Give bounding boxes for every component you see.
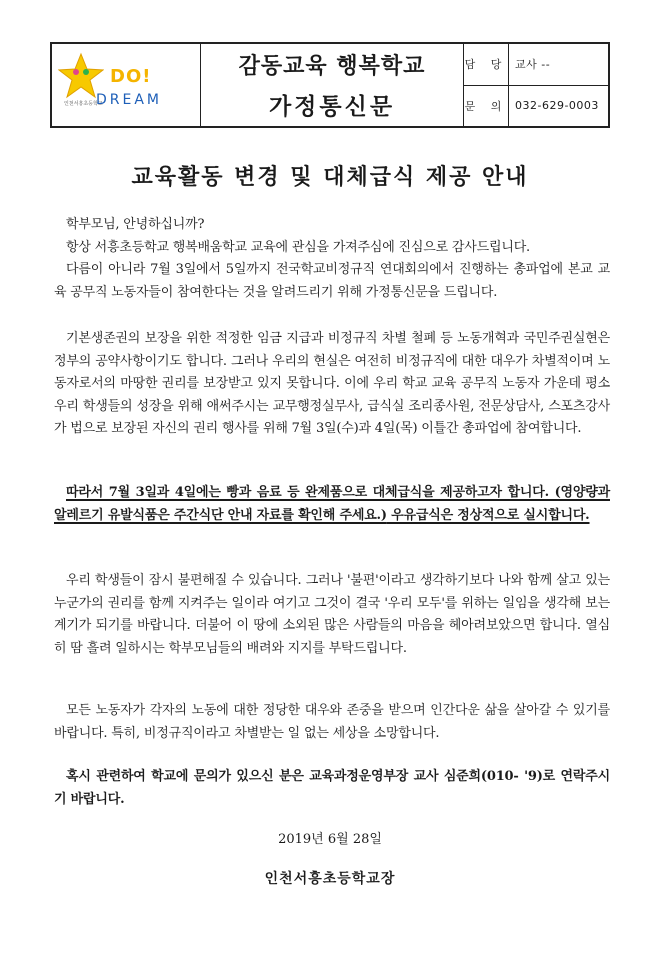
logo-doi-text: DO! — [110, 66, 152, 87]
greeting-block — [54, 214, 610, 304]
paragraph-request — [54, 570, 610, 660]
greeting-line: 다름이 아니라 7월 3일에서 5일까지 전국학교비정규직 연대회의에서 진행하는 총파업에 본교 교육 공무직 노동자들이 참여한다는 것을 알려드리기 위해 가정통신문을 드립니다. — [54, 262, 610, 300]
paragraph-hope — [54, 700, 610, 745]
header-title-line1: 감동교육 행복학교 — [238, 54, 426, 79]
principal-signature: 인천서흥초등학교장 — [264, 871, 396, 887]
paragraph-text — [54, 482, 610, 527]
contact-row-manager — [464, 44, 608, 86]
header-title-line2: 가정통신문 — [268, 94, 396, 120]
logo-dream-text: DREAM — [96, 92, 163, 108]
paragraph-contact — [54, 766, 610, 811]
greeting-line: 항상 서흥초등학교 행복배움학교 교육에 관심을 가져주심에 진심으로 감사드립니다. — [66, 239, 530, 255]
paragraph-text: 우리 학생들이 잠시 불편해질 수 있습니다. 그러나 '불편'이라고 생각하기보다 나와 함께 살고 있는 누군가의 권리를 함께 지켜주는 일이라 여기고 그것이 결국 '우리 모두'를 위하는 일임을 생각해 보는 계기가 되기를 바랍니다. 더불어 이 땅에 소외된 많은 사람들의 마음을 헤아려보았으면 합니다. 열심히 땀 흘려 일하시는 학부모님들의 배려와 지지를 부탁드립니다. — [54, 573, 610, 656]
meal-notice-underlined: 따라서 7월 3일과 4일에는 빵과 음료 등 완제품으로 대체급식을 제공하고자 합니다. (영양량과 알레르기 유발식품은 주간식단 안내 자료를 확인해 주세요.) — [54, 485, 610, 523]
greeting-line: 학부모님, 안녕하십니까? — [66, 217, 205, 232]
school-logo — [52, 44, 201, 126]
contact-key: 담 당 — [464, 44, 509, 85]
paragraph-text: 혹시 관련하여 학교에 문의가 있으신 분은 교육과정운영부장 교사 심준희(010- '9)로 연락주시기 바랍니다. — [54, 769, 610, 807]
paragraph-background — [54, 328, 610, 441]
letter-date: 2019년 6월 28일 — [278, 832, 382, 847]
contact-value: 교사 -- — [515, 58, 551, 72]
letter-header — [50, 42, 610, 128]
header-title — [201, 44, 464, 126]
paragraph-text: 모든 노동자가 각자의 노동에 대한 정당한 대우와 존중을 받으며 인간다운 삶을 살아갈 수 있기를 바랍니다. 특히, 비정규직이라고 차별받는 일 없는 세상을 소망합니다. — [54, 703, 610, 741]
paragraph-text: 기본생존권의 보장을 위한 적정한 임금 지급과 비정규직 차별 철폐 등 노동개혁과 국민주권실현은 정부의 공약사항이기도 합니다. 그러나 우리의 현실은 여전히 비정규직에 대한 대우가 차별적이며 노동자로서의 마땅한 권리를 보장받고 있지 못합니다. 이에 우리 학교 교육 공무직 노동자 가운데 평소 우리 학생들의 성장을 위해 애써주시는 교무행정실무사, 급식실 조리종사원, 전문상담사, 스포츠강사가 법으로 보장된 자신의 권리 행사를 위해 7월 3일(수)과 4일(목) 이틀간 총파업에 참여합니다. — [54, 331, 610, 436]
contact-row-inquiry — [464, 86, 608, 127]
logo-school-text: 인천서흥초등학교 — [64, 101, 103, 107]
contact-value: 032-629-0003 — [515, 99, 599, 113]
paragraph-meal-notice — [54, 482, 610, 527]
milk-notice-underlined: 우유급식은 정상적으로 실시합니다. — [386, 507, 590, 523]
contact-key: 문 의 — [464, 86, 509, 127]
notice-title: 교육활동 변경 및 대체급식 제공 안내 — [131, 165, 529, 190]
contact-table — [464, 44, 608, 126]
